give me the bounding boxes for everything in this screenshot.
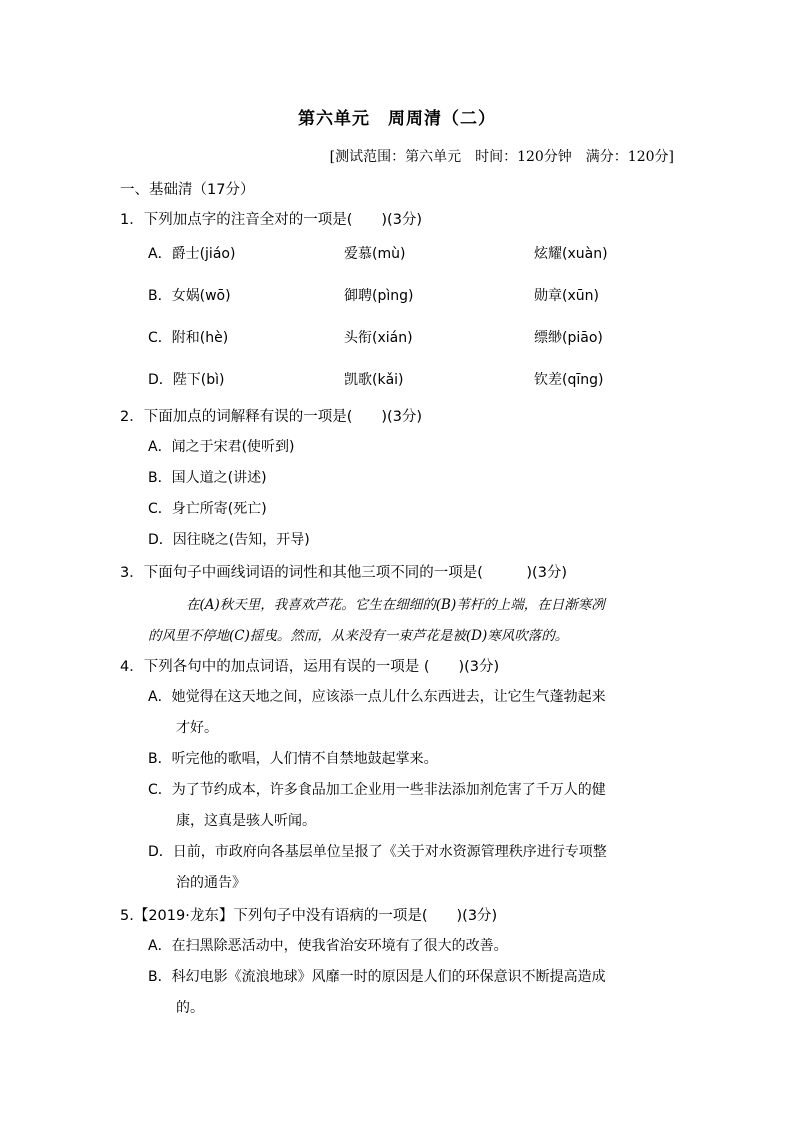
q2-option-d: D．因往晓之(告知，开导) [148, 532, 310, 548]
q1-option-b2: 御聘(pìng) [344, 288, 414, 304]
q1-option-c2: 头衔(xián) [344, 330, 413, 346]
q3-passage-line2: 的风里不停地(C)摇曳。然而，从来没有一束芦花是被(D)寒风吹落的。 [148, 628, 569, 644]
q1-option-b3: 勋章(xūn) [534, 288, 599, 304]
q1-option-c3: 缥缈(piāo) [534, 330, 603, 346]
q1-stem: 1．下列加点字的注音全对的一项是( )(3分) [120, 212, 423, 228]
q2-option-a: A．闻之于宋君(使听到) [148, 439, 295, 455]
q5-option-b-line1: B．科幻电影《流浪地球》风靡一时的原因是人们的环保意识不断提高造成 [148, 969, 606, 985]
test-range: [测试范围：第六单元 时间：120分钟 满分：120分] [329, 149, 674, 165]
q1-option-a1: A．爵士(jiáo) [148, 246, 236, 262]
q2-stem: 2．下面加点的词解释有误的一项是( )(3分) [120, 409, 423, 425]
q4-option-a-line1: A．她觉得在这天地之间，应该添一点儿什么东西进去，让它生气蓬勃起来 [148, 689, 606, 705]
q4-option-d-line1: D．日前，市政府向各基层单位呈报了《关于对水资源管理秩序进行专项整 [148, 844, 607, 860]
q4-option-a-line2: 才好。 [176, 720, 218, 736]
q4-option-c-line2: 康，这真是骇人听闻。 [176, 813, 316, 829]
q5-stem: 5.【2019·龙东】下列句子中没有语病的一项是( )(3分) [120, 908, 498, 924]
q1-option-d3: 钦差(qīng) [534, 372, 604, 388]
q4-option-d-line2: 治的通告》 [176, 875, 246, 891]
q1-option-b1: B．女娲(wō) [148, 288, 231, 304]
q1-option-a2: 爱慕(mù) [344, 246, 406, 262]
q3-stem: 3．下面句子中画线词语的词性和其他三项不同的一项是( )(3分) [120, 565, 568, 581]
q4-option-b: B．听完他的歌唱，人们情不自禁地鼓起掌来。 [148, 751, 438, 767]
q2-option-b: B．国人道之(讲述) [148, 470, 267, 486]
q4-stem: 4．下列各句中的加点词语，运用有误的一项是 ( )(3分) [120, 659, 500, 675]
q5-option-a: A．在扫黑除恶活动中，使我省治安环境有了很大的改善。 [148, 938, 508, 954]
q3-passage-line1: 在(A)秋天里，我喜欢芦花。它生在细细的(B)苇杆的上端，在日渐寒冽 [186, 597, 605, 613]
section-heading: 一、基础清（17分） [120, 182, 255, 198]
q5-option-b-line2: 的。 [176, 1000, 204, 1016]
q1-option-c1: C．附和(hè) [148, 330, 229, 346]
q1-option-d2: 凯歌(kǎi) [344, 372, 404, 388]
q4-option-c-line1: C．为了节约成本，许多食品加工企业用一些非法添加剂危害了千万人的健 [148, 782, 606, 798]
q2-option-c: C．身亡所寄(死亡) [148, 501, 267, 517]
q1-option-d1: D．陛下(bì) [148, 372, 225, 388]
page-title: 第六单元 周周清（二） [298, 109, 496, 129]
q1-option-a3: 炫耀(xuàn) [534, 246, 608, 262]
